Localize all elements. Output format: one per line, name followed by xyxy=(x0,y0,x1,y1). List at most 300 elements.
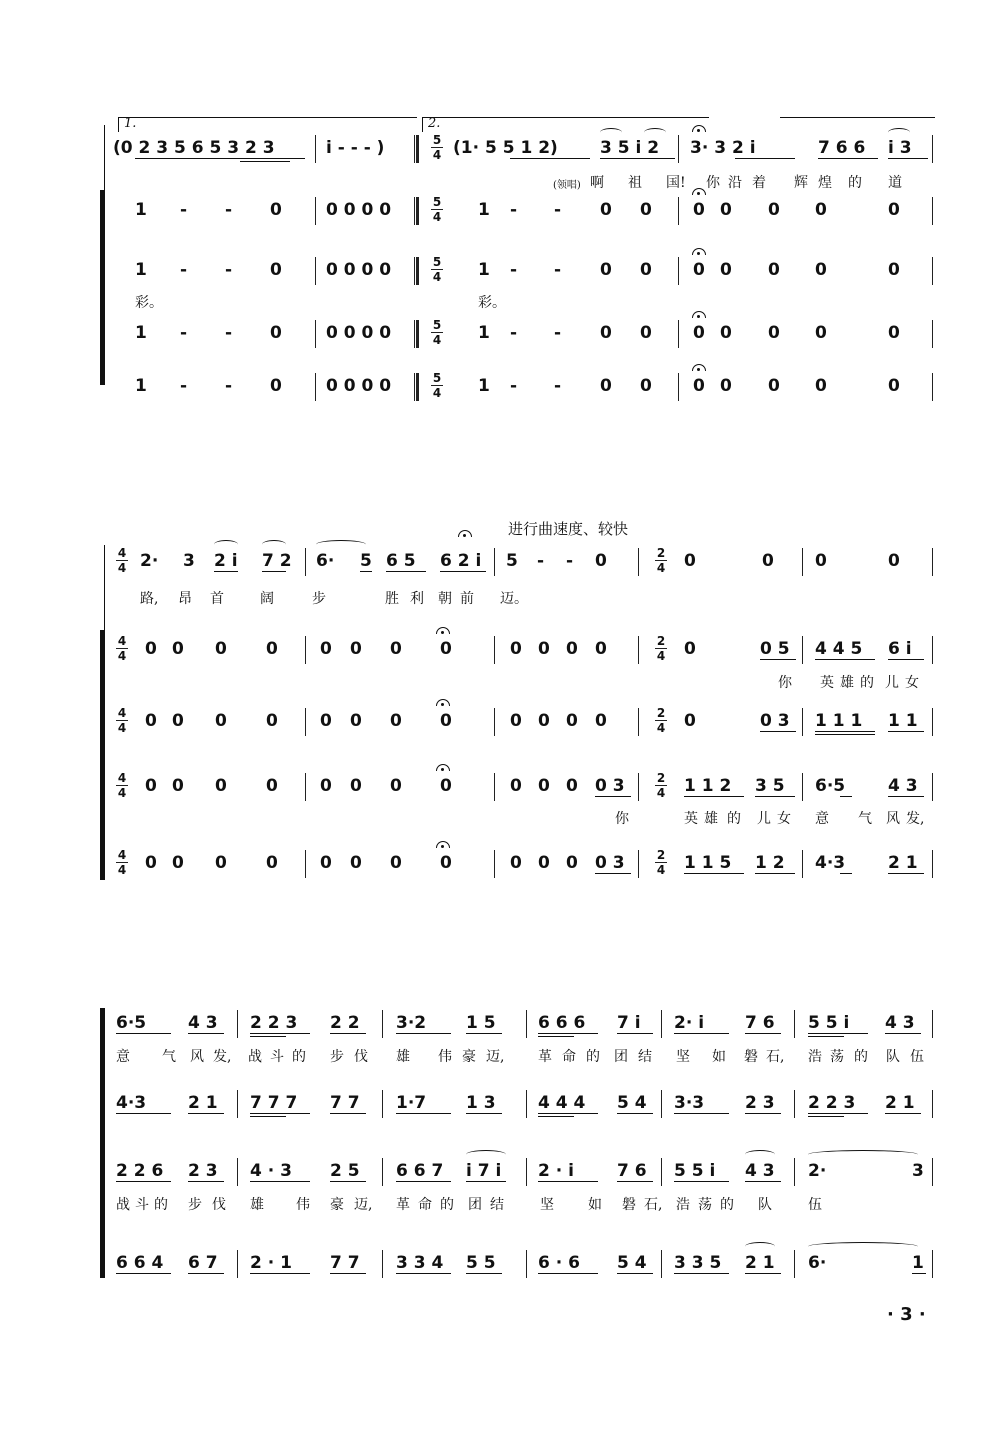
note: 0 xyxy=(815,260,827,280)
note: 1 xyxy=(478,323,490,343)
underline xyxy=(116,1033,171,1034)
note: - xyxy=(537,551,545,571)
barline xyxy=(315,320,316,348)
barline xyxy=(802,636,803,664)
note: - xyxy=(510,323,518,343)
note: - xyxy=(510,260,518,280)
underline xyxy=(538,1033,598,1034)
note: - xyxy=(225,260,233,280)
time-signature-5-4: 5 4 xyxy=(432,318,442,347)
note: 6 5 xyxy=(386,551,416,571)
note: 0 xyxy=(320,639,332,659)
note: 0 xyxy=(350,853,362,873)
underline xyxy=(360,571,372,572)
note: 1 xyxy=(135,323,147,343)
time-signature-2-4: 2 4 xyxy=(656,771,666,800)
lead-vocal-tag: (领唱) xyxy=(553,180,581,191)
repeat-barline xyxy=(414,197,419,225)
note: 0 xyxy=(510,853,522,873)
note: 0 xyxy=(510,711,522,731)
note: 0 xyxy=(440,776,452,796)
repeat-barline xyxy=(414,257,419,285)
underline xyxy=(808,1113,868,1114)
underline xyxy=(888,659,924,660)
s1-row5 xyxy=(0,373,990,403)
underline xyxy=(674,1033,729,1034)
note: 2 2 xyxy=(330,1013,360,1033)
note: 4 3 xyxy=(188,1013,218,1033)
note: 0 xyxy=(768,260,780,280)
note: 2· xyxy=(140,551,159,571)
barline xyxy=(305,850,306,878)
lyric: 路, xyxy=(140,591,159,607)
time-signature-4-4: 4 4 xyxy=(117,771,127,800)
time-signature-5-4: 5 4 xyxy=(432,195,442,224)
barline xyxy=(932,548,933,576)
note: 0 xyxy=(768,376,780,396)
lyric: 的 xyxy=(292,1049,306,1065)
barline xyxy=(638,636,639,664)
note: 4·3 xyxy=(116,1093,147,1113)
note: 0 3 xyxy=(595,776,625,796)
note: 3 xyxy=(183,551,195,571)
lyric: 祖 xyxy=(628,175,642,191)
lyric: 发, xyxy=(906,811,925,827)
note: - xyxy=(554,200,562,220)
underline xyxy=(818,158,878,159)
note: 0 xyxy=(815,323,827,343)
barline xyxy=(315,135,316,163)
fermata xyxy=(692,125,706,132)
note: 0 xyxy=(538,776,550,796)
note: 0 xyxy=(440,639,452,659)
s1r1-notes-a: (0 2 3 5 6 5 3 2 3 xyxy=(113,138,275,158)
lyric: 风 xyxy=(886,811,900,827)
lyric: 你 xyxy=(615,811,629,827)
underline xyxy=(745,1033,781,1034)
note: 0 xyxy=(720,260,732,280)
note: 0 xyxy=(720,376,732,396)
barline xyxy=(638,773,639,801)
slur xyxy=(808,1150,918,1159)
volta-2-label: 2. xyxy=(428,116,441,131)
barline xyxy=(382,1250,383,1278)
s1-row4 xyxy=(0,320,990,350)
barline xyxy=(661,1010,662,1038)
note: 0 xyxy=(768,200,780,220)
note: 0 xyxy=(145,711,157,731)
underline xyxy=(815,659,875,660)
barline xyxy=(315,257,316,285)
note: 0 xyxy=(510,639,522,659)
note: 1 xyxy=(135,260,147,280)
lyric: 彩。 xyxy=(135,295,163,311)
note: - xyxy=(225,323,233,343)
note: 0 xyxy=(270,376,282,396)
lyric: 辉 xyxy=(794,175,808,191)
underline xyxy=(684,873,744,874)
note: 0 xyxy=(888,323,900,343)
time-signature-2-4: 2 4 xyxy=(656,848,666,877)
note: 0 xyxy=(600,260,612,280)
barline xyxy=(305,708,306,736)
underline xyxy=(538,1113,598,1114)
note: 6 i xyxy=(888,639,912,659)
barline xyxy=(526,1250,527,1278)
note: 5 5 xyxy=(466,1253,496,1273)
lyric: 豪 xyxy=(330,1197,344,1213)
lyric: 石, xyxy=(644,1197,663,1213)
note: 0 xyxy=(566,711,578,731)
barline xyxy=(526,1010,527,1038)
note: 0 xyxy=(720,323,732,343)
slur xyxy=(745,1150,775,1159)
note: 4 3 xyxy=(885,1013,915,1033)
note: 0 xyxy=(172,776,184,796)
underline xyxy=(188,1033,224,1034)
lyric: 你 xyxy=(706,175,720,191)
note: 0 xyxy=(350,639,362,659)
underline xyxy=(440,571,486,572)
note: - xyxy=(180,260,188,280)
note: 2 · i xyxy=(538,1161,574,1181)
note: 5 4 xyxy=(617,1093,647,1113)
note: 2 i xyxy=(214,551,238,571)
barline xyxy=(678,320,679,348)
lyric: 利 xyxy=(410,591,424,607)
s2-row5 xyxy=(0,850,990,880)
underline xyxy=(396,1181,451,1182)
barline xyxy=(794,1250,795,1278)
underline xyxy=(214,571,238,572)
note: 0 xyxy=(350,711,362,731)
volta-2-bracket xyxy=(422,117,709,132)
fermata xyxy=(458,530,472,537)
barline xyxy=(678,373,679,401)
lyric: 步 xyxy=(312,591,326,607)
barline xyxy=(678,197,679,225)
note: 0 xyxy=(320,711,332,731)
lyric: 意 xyxy=(815,811,829,827)
underline xyxy=(674,1273,729,1274)
fermata xyxy=(436,699,450,706)
note: 0 xyxy=(693,323,705,343)
lyric: 荡 xyxy=(830,1049,844,1065)
note: 0 xyxy=(215,776,227,796)
barline xyxy=(237,1090,238,1118)
lyric: 阔 xyxy=(260,591,274,607)
fermata xyxy=(692,188,706,195)
lyric: 坚 xyxy=(676,1049,690,1065)
underline xyxy=(188,1113,224,1114)
s1r1-notes-b: i - - - ) xyxy=(326,138,385,158)
note: 0 xyxy=(215,639,227,659)
barline xyxy=(802,773,803,801)
lyric: 磐 xyxy=(744,1049,758,1065)
s1-row3 xyxy=(0,257,990,287)
s3-row4 xyxy=(0,1250,990,1280)
fermata xyxy=(436,841,450,848)
slur xyxy=(316,540,366,549)
time-signature-2-4: 2 4 xyxy=(656,706,666,735)
note: 0 xyxy=(215,711,227,731)
note: 7 6 xyxy=(617,1161,647,1181)
lyric: 的 xyxy=(848,175,862,191)
lyric: 荡 xyxy=(698,1197,712,1213)
lyric: 气 xyxy=(162,1049,176,1065)
note: 4 3 xyxy=(745,1161,775,1181)
barline xyxy=(237,1158,238,1186)
lyric: 战 xyxy=(116,1197,130,1213)
note: 2 1 xyxy=(888,853,918,873)
barline xyxy=(932,1250,933,1278)
note: 6 6 4 xyxy=(116,1253,164,1273)
note: 1 xyxy=(135,200,147,220)
note: 2 1 xyxy=(188,1093,218,1113)
slur xyxy=(466,1150,506,1159)
lyric: 雄 xyxy=(396,1049,410,1065)
note: 0 xyxy=(266,639,278,659)
note: 0 xyxy=(172,639,184,659)
lyric: 革 xyxy=(538,1049,552,1065)
barline xyxy=(661,1158,662,1186)
barline xyxy=(237,1010,238,1038)
lyric: 伍 xyxy=(808,1197,822,1213)
note: 2 1 xyxy=(885,1093,915,1113)
barline xyxy=(237,1250,238,1278)
lyric: 气 xyxy=(858,811,872,827)
note: 0 xyxy=(888,376,900,396)
barline xyxy=(678,135,679,163)
barline xyxy=(932,708,933,736)
lyric: 结 xyxy=(490,1197,504,1213)
underline xyxy=(808,1033,868,1034)
note: 2 · 1 xyxy=(250,1253,292,1273)
underline xyxy=(617,1273,653,1274)
note: 5 xyxy=(506,551,518,571)
lyric: 啊 xyxy=(590,175,604,191)
repeat-barline xyxy=(414,373,419,401)
note: 0 0 0 0 xyxy=(326,200,392,220)
lyric: 发, xyxy=(213,1049,232,1065)
barline xyxy=(802,850,803,878)
note: 7 7 xyxy=(330,1093,360,1113)
note: 5 5 i xyxy=(674,1161,716,1181)
barline xyxy=(932,773,933,801)
time-signature-5-4: 5 4 xyxy=(432,133,442,162)
note: 0 xyxy=(390,639,402,659)
barline xyxy=(794,1090,795,1118)
barline xyxy=(678,257,679,285)
underline xyxy=(912,1273,926,1274)
lyric: 浩 xyxy=(808,1049,822,1065)
note: 1 xyxy=(478,200,490,220)
s1r1-notes-e: 3· 3 2 i xyxy=(690,138,756,158)
note: 0 xyxy=(762,551,774,571)
lyric: 伐 xyxy=(212,1197,226,1213)
lyric: 迈, xyxy=(486,1049,505,1065)
underline xyxy=(888,873,924,874)
note: 0 xyxy=(600,323,612,343)
note: 0 xyxy=(172,853,184,873)
barline xyxy=(932,135,933,163)
underline xyxy=(755,873,795,874)
note: - xyxy=(554,323,562,343)
note: 0 xyxy=(320,776,332,796)
note: - xyxy=(180,200,188,220)
lyric: 命 xyxy=(418,1197,432,1213)
lyric: 女 xyxy=(905,675,919,691)
s3-row3 xyxy=(0,1158,990,1188)
note: 0 xyxy=(270,200,282,220)
note: 2 1 xyxy=(745,1253,775,1273)
underline xyxy=(466,1033,502,1034)
time-signature-2-4: 2 4 xyxy=(656,546,666,575)
barline xyxy=(932,373,933,401)
note: - xyxy=(566,551,574,571)
underline xyxy=(188,1181,224,1182)
note: - xyxy=(510,376,518,396)
lyric: 彩。 xyxy=(478,295,506,311)
note: 0 xyxy=(538,853,550,873)
note: 3·3 xyxy=(674,1093,705,1113)
slur xyxy=(888,128,910,137)
barline xyxy=(638,850,639,878)
s2-lyrics-row1 xyxy=(0,588,990,608)
barline xyxy=(526,1090,527,1118)
lyric: 的 xyxy=(586,1049,600,1065)
slur xyxy=(262,540,286,549)
note: 1 xyxy=(912,1253,924,1273)
underline xyxy=(617,1113,653,1114)
time-signature-4-4: 4 4 xyxy=(117,706,127,735)
underline xyxy=(538,1036,574,1037)
note: 2· i xyxy=(674,1013,705,1033)
lyric: 风 xyxy=(190,1049,204,1065)
time-signature-4-4: 4 4 xyxy=(117,634,127,663)
note: 0 xyxy=(888,551,900,571)
note: 6· xyxy=(316,551,335,571)
note: 2 2 3 xyxy=(808,1093,856,1113)
lyric: 结 xyxy=(638,1049,652,1065)
underline xyxy=(617,1033,653,1034)
note: 1 2 xyxy=(755,853,785,873)
barline xyxy=(932,1010,933,1038)
barline xyxy=(382,1010,383,1038)
underline xyxy=(188,1273,224,1274)
underline xyxy=(885,1113,921,1114)
s2-lyrics-row2 xyxy=(0,672,990,692)
note: 6 7 xyxy=(188,1253,218,1273)
lyric: 磐 xyxy=(622,1197,636,1213)
note: 0 xyxy=(684,551,696,571)
lyric: 团 xyxy=(614,1049,628,1065)
continuation-line xyxy=(780,117,935,118)
note: 0 0 0 0 xyxy=(326,260,392,280)
lyric: 首 xyxy=(210,591,224,607)
note: 0 xyxy=(440,853,452,873)
note: 0 xyxy=(815,551,827,571)
note: 1 1 1 xyxy=(815,711,863,731)
note: 7 6 xyxy=(745,1013,775,1033)
s2-row1 xyxy=(0,548,990,578)
lyric: 朝 xyxy=(438,591,452,607)
note: 0 xyxy=(566,776,578,796)
barline xyxy=(661,1090,662,1118)
note: 0 xyxy=(266,711,278,731)
barline xyxy=(932,1090,933,1118)
time-signature-4-4: 4 4 xyxy=(117,848,127,877)
underline xyxy=(760,659,796,660)
underline xyxy=(760,731,796,732)
s2-lyrics-row4 xyxy=(0,808,990,828)
note: - xyxy=(180,376,188,396)
lyric: 雄 xyxy=(704,811,718,827)
note: 0 xyxy=(390,776,402,796)
lyric: 昂 xyxy=(178,591,192,607)
underline xyxy=(466,1181,506,1182)
underline xyxy=(538,1273,598,1274)
note: 1 xyxy=(135,376,147,396)
lyric: 的 xyxy=(860,675,874,691)
underline xyxy=(888,796,924,797)
underline xyxy=(330,1033,366,1034)
note: 0 xyxy=(768,323,780,343)
page-number: · 3 · xyxy=(887,1304,926,1325)
slur xyxy=(214,540,238,549)
note: 1 xyxy=(478,376,490,396)
note: i 7 i xyxy=(466,1161,502,1181)
lyric: 雄 xyxy=(840,675,854,691)
underline xyxy=(745,1113,781,1114)
note: 0 xyxy=(684,711,696,731)
repeat-barline xyxy=(414,135,419,163)
note: - xyxy=(225,376,233,396)
time-signature-4-4: 4 4 xyxy=(117,546,127,575)
lyric: 命 xyxy=(562,1049,576,1065)
barline xyxy=(494,773,495,801)
underline xyxy=(595,796,631,797)
underline xyxy=(386,571,426,572)
note: 0 0 0 0 xyxy=(326,323,392,343)
note: - xyxy=(554,376,562,396)
note: 0 xyxy=(270,260,282,280)
barline xyxy=(932,320,933,348)
note: 0 xyxy=(640,323,652,343)
underline xyxy=(250,1033,310,1034)
note: 0 3 xyxy=(595,853,625,873)
note: 2 3 xyxy=(745,1093,775,1113)
barline xyxy=(661,1250,662,1278)
note: 0 xyxy=(266,776,278,796)
note: 7 7 xyxy=(330,1253,360,1273)
note: 0 xyxy=(640,376,652,396)
note: 1 5 xyxy=(466,1013,496,1033)
note: 0 xyxy=(538,639,550,659)
barline xyxy=(802,708,803,736)
underline xyxy=(815,731,875,732)
note: 1 1 5 xyxy=(684,853,732,873)
note: 0 xyxy=(640,260,652,280)
s1-row1 xyxy=(0,135,990,165)
note: 6·5 xyxy=(116,1013,147,1033)
underline xyxy=(116,1273,171,1274)
note: 4 4 5 xyxy=(815,639,863,659)
tempo-marking: 进行曲速度、较快 xyxy=(508,520,629,538)
lyric: 步 xyxy=(330,1049,344,1065)
note: 1 1 2 xyxy=(684,776,732,796)
note: 0 xyxy=(815,200,827,220)
